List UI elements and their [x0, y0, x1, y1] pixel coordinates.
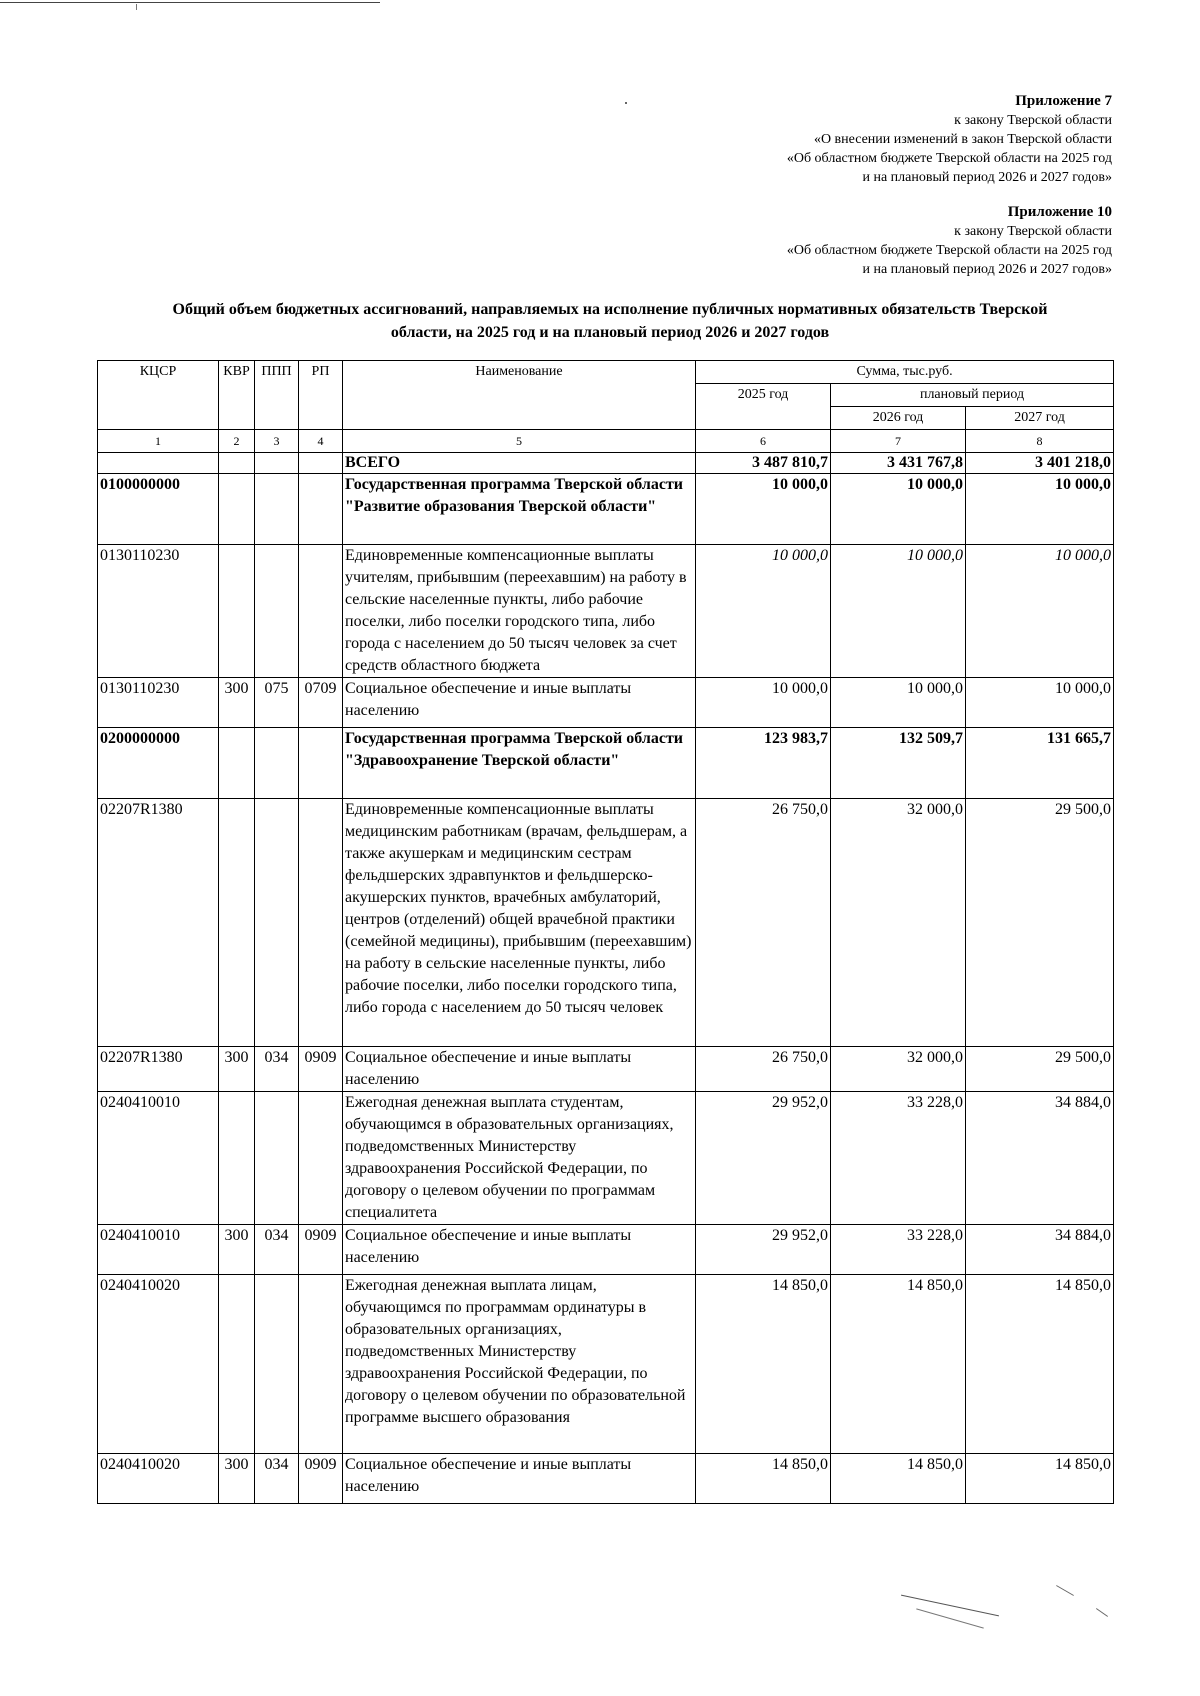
row-value-2026: 10 000,0	[831, 545, 966, 678]
row-kcsr: 02207R1380	[98, 799, 219, 1047]
row-value-2027: 34 884,0	[966, 1092, 1114, 1225]
header-name: Наименование	[343, 361, 696, 430]
table-row	[98, 1275, 1114, 1454]
table-row	[98, 1047, 1114, 1092]
scan-artifact	[916, 1608, 984, 1628]
total-label: ВСЕГО	[343, 453, 696, 474]
scan-artifact	[901, 1595, 999, 1617]
header-kvr: КВР	[219, 361, 255, 430]
total-cell-empty	[98, 453, 219, 474]
header-2026: 2026 год	[831, 407, 966, 430]
row-name: Социальное обеспечение и иные выплаты населению	[343, 678, 696, 728]
row-ppp	[255, 728, 299, 799]
row-ppp: 075	[255, 678, 299, 728]
appendix-7-line: «О внесении изменений в закон Тверской области	[813, 132, 1112, 147]
row-rp	[299, 474, 343, 545]
row-value-2026: 10 000,0	[831, 474, 966, 545]
appendix-7-title: Приложение 7	[1015, 93, 1112, 109]
row-rp	[299, 799, 343, 1047]
row-kcsr: 0240410010	[98, 1092, 219, 1225]
appendix-7-line: и на плановый период 2026 и 2027 годов»	[862, 170, 1112, 185]
row-ppp	[255, 799, 299, 1047]
appendix-7-header	[787, 92, 1112, 187]
appendix-10-header	[787, 203, 1112, 279]
scan-border-line	[0, 2, 380, 3]
row-kcsr: 0200000000	[98, 728, 219, 799]
row-name: Единовременные компенсационные выплаты учителям, прибывшим (переехавшим) на работу в сельские населенные пункты, либо рабочие поселки, либо поселки городского типа, либо города с населением до 50 тысяч человек за счет средств областного бюджета	[343, 545, 696, 678]
row-value-2026: 32 000,0	[831, 799, 966, 1047]
total-2026: 3 431 767,8	[831, 453, 966, 474]
header-ppp: ППП	[255, 361, 299, 430]
row-value-2026: 33 228,0	[831, 1225, 966, 1275]
row-value-2026: 14 850,0	[831, 1275, 966, 1454]
row-name: Ежегодная денежная выплата лицам, обучающимся по программам ординатуры в образовательных организациях, подведомственных Министерству здравоохранения Российской Федерации, по договору о целевом обучении по образовательной программе высшего образования	[343, 1275, 696, 1454]
row-value-2026: 10 000,0	[831, 678, 966, 728]
total-2027: 3 401 218,0	[966, 453, 1114, 474]
appendix-7-line: «Об областном бюджете Тверской области на 2025 год	[786, 151, 1112, 166]
row-rp	[299, 728, 343, 799]
row-value-2027: 10 000,0	[966, 545, 1114, 678]
table-row	[98, 1092, 1114, 1225]
row-name: Социальное обеспечение и иные выплаты населению	[343, 1454, 696, 1504]
row-value-2027: 14 850,0	[966, 1454, 1114, 1504]
table-row	[98, 545, 1114, 678]
row-kcsr: 0240410010	[98, 1225, 219, 1275]
document-title	[110, 298, 1110, 344]
header-rp: РП	[299, 361, 343, 430]
row-kcsr: 0130110230	[98, 678, 219, 728]
row-value-2026: 132 509,7	[831, 728, 966, 799]
header-sum: Сумма, тыс.руб.	[696, 361, 1114, 384]
row-value-2026: 33 228,0	[831, 1092, 966, 1225]
row-ppp: 034	[255, 1047, 299, 1092]
row-rp: 0909	[299, 1225, 343, 1275]
scan-artifact	[1096, 1608, 1108, 1617]
table-row	[98, 799, 1114, 1047]
row-value-2025: 14 850,0	[696, 1275, 831, 1454]
appendix-10-line: и на плановый период 2026 и 2027 годов»	[862, 262, 1112, 277]
header-2025: 2025 год	[696, 384, 831, 430]
total-2025: 3 487 810,7	[696, 453, 831, 474]
row-name: Социальное обеспечение и иные выплаты населению	[343, 1047, 696, 1092]
appendix-10-line: «Об областном бюджете Тверской области на 2025 год	[786, 243, 1112, 258]
row-value-2025: 26 750,0	[696, 1047, 831, 1092]
table-row	[98, 474, 1114, 545]
row-kvr	[219, 474, 255, 545]
total-row	[98, 453, 1114, 474]
row-rp: 0909	[299, 1454, 343, 1504]
row-kvr	[219, 799, 255, 1047]
row-kcsr: 0130110230	[98, 545, 219, 678]
column-number: 7	[831, 430, 966, 453]
row-value-2027: 29 500,0	[966, 1047, 1114, 1092]
appendix-10-title: Приложение 10	[1007, 204, 1112, 220]
row-rp	[299, 1092, 343, 1225]
row-rp: 0709	[299, 678, 343, 728]
row-name: Государственная программа Тверской области "Развитие образования Тверской области"	[343, 474, 696, 545]
row-kcsr: 0100000000	[98, 474, 219, 545]
row-kvr: 300	[219, 1454, 255, 1504]
row-value-2027: 34 884,0	[966, 1225, 1114, 1275]
row-name: Социальное обеспечение и иные выплаты населению	[343, 1225, 696, 1275]
row-kvr: 300	[219, 1047, 255, 1092]
header-kcsr: КЦСР	[98, 361, 219, 430]
row-value-2025: 10 000,0	[696, 545, 831, 678]
total-cell-empty	[255, 453, 299, 474]
total-cell-empty	[219, 453, 255, 474]
row-ppp: 034	[255, 1225, 299, 1275]
scan-artifact	[625, 102, 627, 104]
table-row	[98, 678, 1114, 728]
budget-table	[97, 360, 1114, 1504]
row-value-2027: 29 500,0	[966, 799, 1114, 1047]
row-name: Государственная программа Тверской области "Здравоохранение Тверской области"	[343, 728, 696, 799]
appendix-7-line: к закону Тверской области	[954, 113, 1112, 128]
table-row	[98, 728, 1114, 799]
row-kcsr: 0240410020	[98, 1275, 219, 1454]
row-kvr: 300	[219, 678, 255, 728]
row-ppp	[255, 474, 299, 545]
row-value-2027: 131 665,7	[966, 728, 1114, 799]
row-kcsr: 0240410020	[98, 1454, 219, 1504]
row-value-2026: 32 000,0	[831, 1047, 966, 1092]
scan-artifact	[136, 4, 137, 10]
row-kvr	[219, 728, 255, 799]
row-value-2027: 10 000,0	[966, 474, 1114, 545]
row-value-2026: 14 850,0	[831, 1454, 966, 1504]
row-value-2027: 10 000,0	[966, 678, 1114, 728]
header-2027: 2027 год	[966, 407, 1114, 430]
row-ppp: 034	[255, 1454, 299, 1504]
table-row	[98, 1454, 1114, 1504]
row-value-2025: 26 750,0	[696, 799, 831, 1047]
row-kvr: 300	[219, 1225, 255, 1275]
column-number: 1	[98, 430, 219, 453]
row-kvr	[219, 1092, 255, 1225]
row-name: Ежегодная денежная выплата студентам, обучающимся в образовательных организациях, подведомственных Министерству здравоохранения Российской Федерации, по договору о целевом обучении по программам специалитета	[343, 1092, 696, 1225]
column-number: 5	[343, 430, 696, 453]
row-ppp	[255, 545, 299, 678]
row-kvr	[219, 545, 255, 678]
row-value-2025: 123 983,7	[696, 728, 831, 799]
row-rp	[299, 545, 343, 678]
row-value-2025: 14 850,0	[696, 1454, 831, 1504]
row-value-2025: 10 000,0	[696, 474, 831, 545]
scan-artifact	[1056, 1585, 1074, 1596]
column-number: 2	[219, 430, 255, 453]
row-ppp	[255, 1275, 299, 1454]
row-kcsr: 02207R1380	[98, 1047, 219, 1092]
header-planned-period: плановый период	[831, 384, 1114, 407]
document-title-line: Общий объем бюджетных ассигнований, направляемых на исполнение публичных нормативных обязательств Тверской	[172, 301, 1048, 318]
row-rp: 0909	[299, 1047, 343, 1092]
row-value-2027: 14 850,0	[966, 1275, 1114, 1454]
row-rp	[299, 1275, 343, 1454]
column-number: 8	[966, 430, 1114, 453]
row-value-2025: 29 952,0	[696, 1225, 831, 1275]
row-name: Единовременные компенсационные выплаты медицинским работникам (врачам, фельдшерам, а также акушеркам и медицинским сестрам фельдшерских здравпунктов и фельдшерско-акушерских пунктов, врачебных амбулаторий, центров (отделений) общей врачебной практики (семейной медицины), прибывшим (переехавшим) на работу в сельские населенные пункты, либо рабочие поселки, либо поселки городского типа, либо города с населением до 50 тысяч человек	[343, 799, 696, 1047]
column-number: 3	[255, 430, 299, 453]
row-value-2025: 10 000,0	[696, 678, 831, 728]
document-title-line: области, на 2025 год и на плановый период 2026 и 2027 годов	[390, 324, 830, 341]
row-kvr	[219, 1275, 255, 1454]
column-number: 4	[299, 430, 343, 453]
table-row	[98, 1225, 1114, 1275]
total-cell-empty	[299, 453, 343, 474]
appendix-10-line: к закону Тверской области	[954, 224, 1112, 239]
column-number: 6	[696, 430, 831, 453]
row-ppp	[255, 1092, 299, 1225]
row-value-2025: 29 952,0	[696, 1092, 831, 1225]
